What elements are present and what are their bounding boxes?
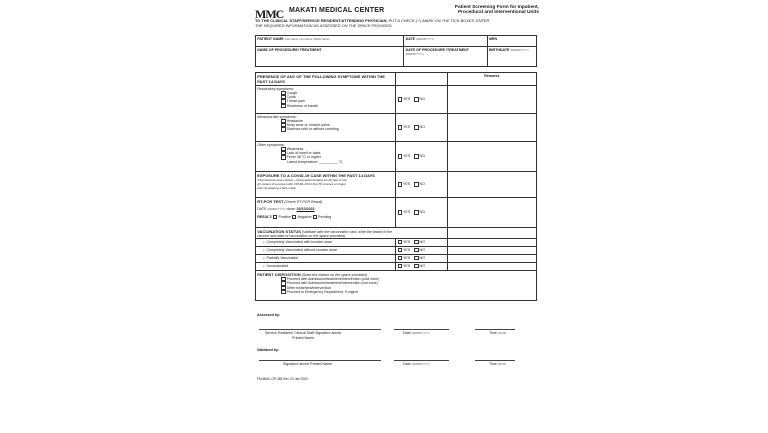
form-title: Patient Screening Form for Inpatient, Procedural and Interventional Units [454, 5, 539, 16]
assessed-by-label: Assessed by: [257, 313, 281, 317]
assessed-date-caption: Date (MM/DD/YYYY) [403, 331, 430, 335]
vaccination-yes-no[interactable]: YES NO [396, 247, 447, 255]
validated-by-label: Validated by: [257, 348, 280, 352]
procedure-field[interactable]: NAME OF PROCEDURE/ TREATMENT [256, 47, 404, 67]
disposition-section: PATIENT DISPOSITION (State the reason on the space provided) Proceed with Admission/treatment/intervention (cold zone) Proceed with Admission/treatment/intervention (hot zone) Defer treatment/intervention Proceed to Emergency Department, if urgent [256, 271, 537, 301]
vaccination-item: • Completely Vaccinated with booster dose [256, 239, 396, 247]
assessed-signature-caption: Service Resident/ Clinical Staff Signature above Printed Name [265, 331, 342, 340]
vaccination-yes-no[interactable]: YES NO [396, 239, 447, 247]
screening-form-page [251, 2, 541, 430]
symptoms-heading: PRESENCE OF ANY OF THE FOLLOWING SYMPTOMS WITHIN THE PAST 14 DAYS [256, 73, 396, 86]
validated-signature-caption: Signature above Printed Name [283, 362, 333, 366]
other-yes-no[interactable]: YES NO [396, 142, 447, 172]
other-remarks[interactable] [447, 142, 536, 172]
validated-date-caption: Date (MM/DD/YYYY) [403, 362, 430, 366]
rtpcr-yes-no[interactable]: YES NO [396, 198, 447, 228]
vaccination-item: • Completely Vaccinated without booster dose [256, 247, 396, 255]
vaccination-yes-no[interactable]: YES NO [396, 255, 447, 263]
other-symptoms: Other symptoms: Weakness Lack of smell or taste Fever 38 °C or higher Latest temperature: _________ °C [256, 142, 396, 172]
exposure-section: EXPOSURE TO A COVID-19 CASE WITHIN THE PAST 14 DAYS *Unprotected close contact – being approximately six (6) feet or two (2) meters of a person with COVID-19 for five (5) minutes or longer and not wearing a face mask. [256, 172, 396, 198]
form-code: FM-MMC-OP-465 Rev. 00 Jan 2022 [257, 377, 308, 381]
validated-time-caption: Time (00:00) [489, 362, 507, 366]
vaccination-yes-no[interactable]: YES NO [396, 263, 447, 271]
influenza-remarks[interactable] [447, 114, 536, 142]
exposure-remarks[interactable] [447, 172, 536, 198]
patient-info-table [255, 35, 537, 67]
screening-table [255, 72, 537, 301]
birthdate-field[interactable]: BIRTHDATE (MM/DD/YYYY) [487, 47, 536, 67]
respiratory-symptoms: Respiratory symptoms: Cough Colds Throat pain Shortness of breath [256, 86, 396, 114]
vaccination-item: • Partially Vaccinated [256, 255, 396, 263]
rtpcr-remarks[interactable] [447, 198, 536, 228]
procedure-date-field[interactable]: DATE OF PROCEDURE /TREATMENT (MM/DD/YYYY) [404, 47, 487, 67]
remarks-heading: Remarks [447, 73, 536, 86]
assessed-time-caption: Time (00:00) [489, 331, 507, 335]
instructions: TO THE CLINICAL STAFF/SERVICE RESIDENT/ATTENDING PHYSICIAN: PUT A CHECK (✓) MARK ON THE TICK BOXES. ENTER THE REQUIRED INFORMATION AS ASSESSED ON THE SPACE PROVIDED. [255, 18, 490, 28]
respiratory-yes-no[interactable]: YES NO [396, 86, 447, 114]
rtpcr-date-value: 03/10/2022 [296, 206, 315, 211]
rtpcr-section: RT-PCR TEST (Check RT-PCR Result) DATE (MM/DD/YYYY) done: 03/10/2022 RESULT: Positive Negative Pending [256, 198, 396, 228]
hospital-name: MAKATI MEDICAL CENTER [289, 7, 385, 14]
mrn-field[interactable]: MRN [487, 36, 536, 47]
date-field[interactable]: DATE (MM/DD/YYYY) [404, 36, 487, 47]
respiratory-remarks[interactable] [447, 86, 536, 114]
influenza-yes-no[interactable]: YES NO [396, 114, 447, 142]
vaccination-heading: VACCINATION STATUS (Validate with the vaccination card, write the brand of the vaccine and date of vaccination on the space provided) [256, 228, 448, 239]
patient-name-field[interactable]: PATIENT NAME (Last Name, First Name, Middle Name) [256, 36, 404, 47]
mmc-logo-icon: MMC [255, 7, 284, 21]
influenza-symptoms: Influenza-like symptoms: Headache Body ache or muscle pains Diarrhea with or without vomiting [256, 114, 396, 142]
vaccination-item: • Unvaccinated [256, 263, 396, 271]
exposure-yes-no[interactable]: YES NO [396, 172, 447, 198]
